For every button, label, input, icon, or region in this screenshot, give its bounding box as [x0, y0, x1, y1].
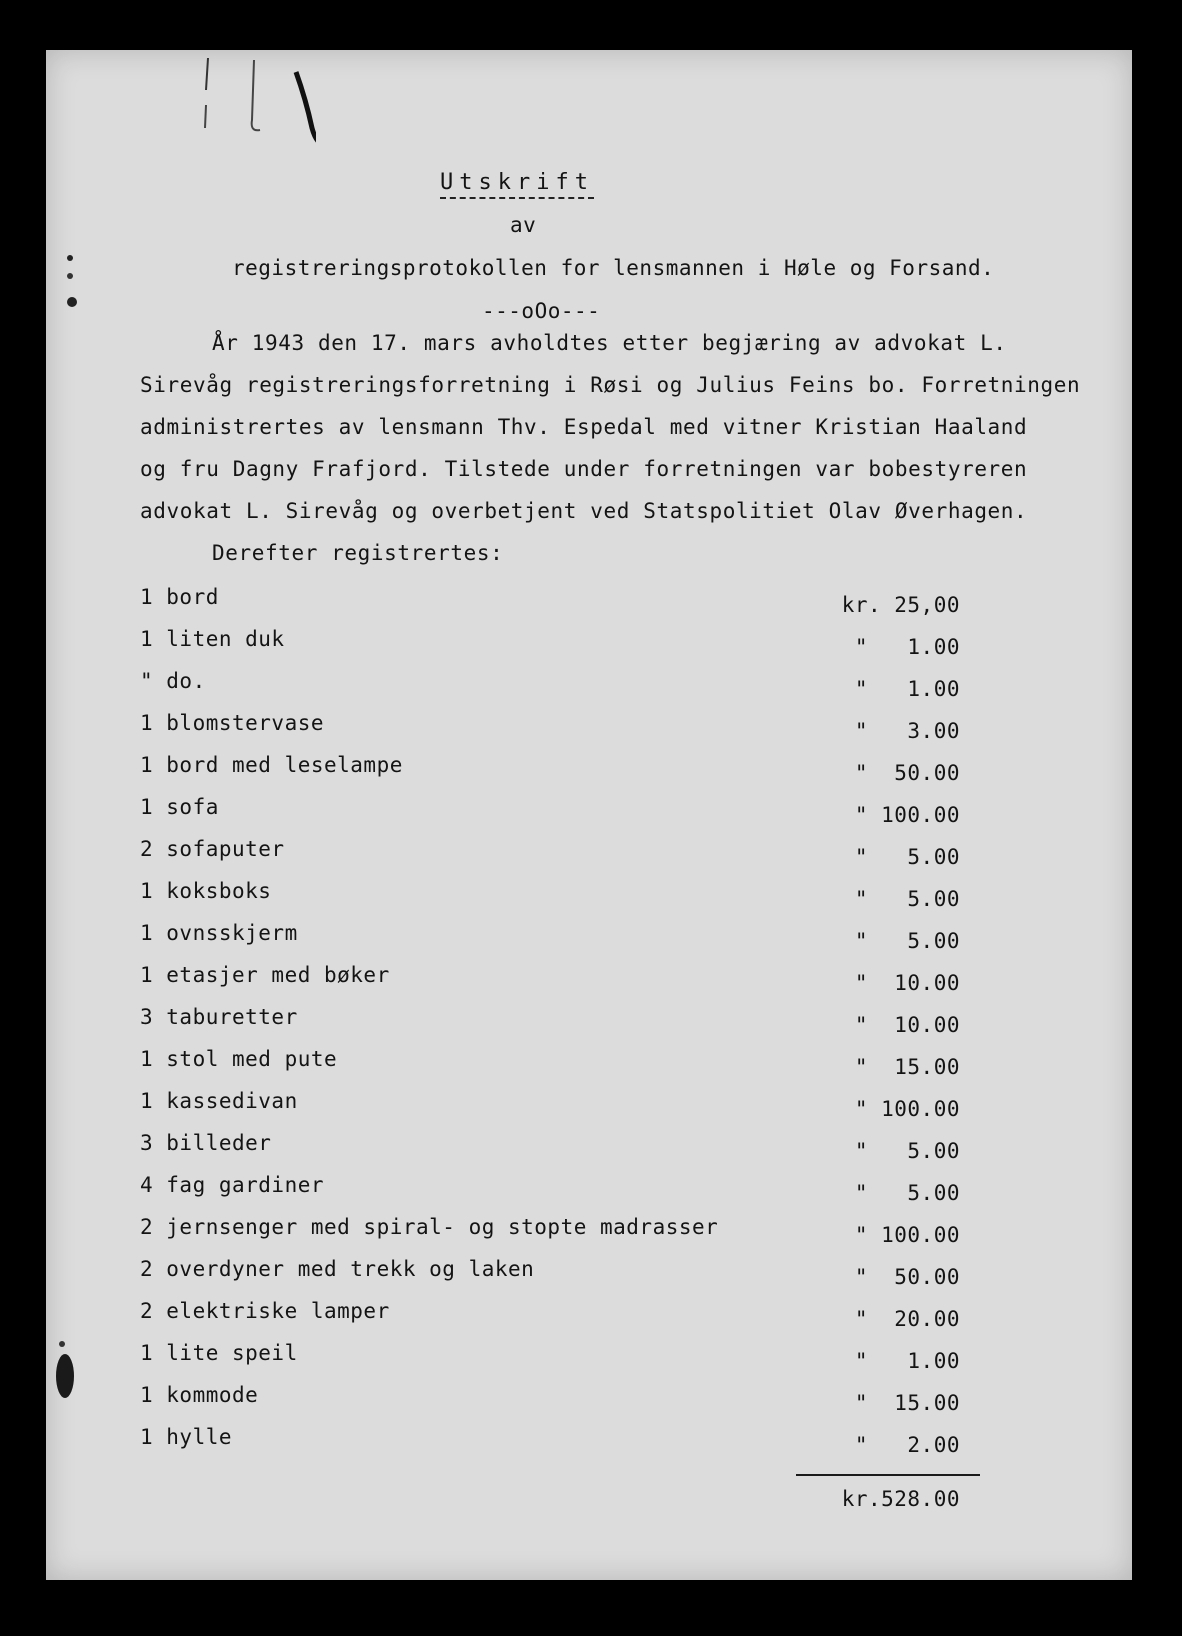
- item-price: " 10.00: [854, 971, 960, 995]
- separator: ---oOo---: [482, 299, 601, 323]
- title-sub: av: [510, 213, 537, 237]
- item-price: " 5.00: [854, 929, 960, 953]
- document-subtitle: registreringsprotokollen for lensmannen i Høle og Forsand.: [232, 256, 995, 280]
- item-price: " 1.00: [854, 1349, 960, 1373]
- list-item: 1 ovnsskjerm: [140, 921, 298, 945]
- list-item: " do.: [140, 669, 206, 693]
- paragraph-line: advokat L. Sirevåg og overbetjent ved Statspolitiet Olav Øverhagen.: [140, 499, 1028, 523]
- paragraph-line: År 1943 den 17. mars avholdtes etter begjæring av advokat L.: [212, 331, 1007, 355]
- item-price: " 5.00: [854, 1181, 960, 1205]
- list-item: 1 hylle: [140, 1425, 233, 1449]
- intro-line: Derefter registrertes:: [212, 541, 504, 565]
- list-item: 1 sofa: [140, 795, 219, 819]
- item-price: " 100.00: [854, 803, 960, 827]
- list-item: 1 blomstervase: [140, 711, 325, 735]
- paragraph-line: Sirevåg registreringsforretning i Røsi og Julius Feins bo. Forretningen: [140, 373, 1081, 397]
- item-price: " 100.00: [854, 1097, 960, 1121]
- list-item: 2 overdyner med trekk og laken: [140, 1257, 535, 1281]
- item-price: " 5.00: [854, 845, 960, 869]
- binding-hole-mark: [58, 246, 88, 326]
- item-price: " 10.00: [854, 1013, 960, 1037]
- item-price: " 5.00: [854, 887, 960, 911]
- list-item: 1 kassedivan: [140, 1089, 298, 1113]
- handwritten-mark: [136, 50, 316, 160]
- item-price: " 5.00: [854, 1139, 960, 1163]
- item-price: " 50.00: [854, 761, 960, 785]
- item-price: " 20.00: [854, 1307, 960, 1331]
- paragraph-line: og fru Dagny Frafjord. Tilstede under forretningen var bobestyreren: [140, 457, 1028, 481]
- item-price: " 3.00: [854, 719, 960, 743]
- item-price: " 15.00: [854, 1391, 960, 1415]
- list-item: 1 etasjer med bøker: [140, 963, 390, 987]
- item-price: " 50.00: [854, 1265, 960, 1289]
- document-title: Utskrift: [440, 170, 594, 199]
- item-price: " 2.00: [854, 1433, 960, 1457]
- list-item: 2 sofaputer: [140, 837, 285, 861]
- item-price: kr. 25,00: [841, 593, 960, 617]
- total-amount: kr.528.00: [841, 1487, 960, 1511]
- list-item: 2 elektriske lamper: [140, 1299, 390, 1323]
- list-item: 1 bord med leselampe: [140, 753, 403, 777]
- list-item: 1 koksboks: [140, 879, 272, 903]
- item-price: " 1.00: [854, 635, 960, 659]
- total-rule: [796, 1474, 980, 1476]
- item-price: " 15.00: [854, 1055, 960, 1079]
- list-item: 1 liten duk: [140, 627, 285, 651]
- list-item: 1 lite speil: [140, 1341, 298, 1365]
- list-item: 1 bord: [140, 585, 219, 609]
- list-item: 3 billeder: [140, 1131, 272, 1155]
- paragraph-line: administrertes av lensmann Thv. Espedal med vitner Kristian Haaland: [140, 415, 1028, 439]
- item-price: " 100.00: [854, 1223, 960, 1247]
- list-item: 4 fag gardiner: [140, 1173, 325, 1197]
- list-item: 3 taburetter: [140, 1005, 298, 1029]
- item-price: " 1.00: [854, 677, 960, 701]
- list-item: 2 jernsenger med spiral- og stopte madrasser: [140, 1215, 719, 1239]
- list-item: 1 kommode: [140, 1383, 259, 1407]
- ink-blot: [50, 1332, 80, 1412]
- list-item: 1 stol med pute: [140, 1047, 338, 1071]
